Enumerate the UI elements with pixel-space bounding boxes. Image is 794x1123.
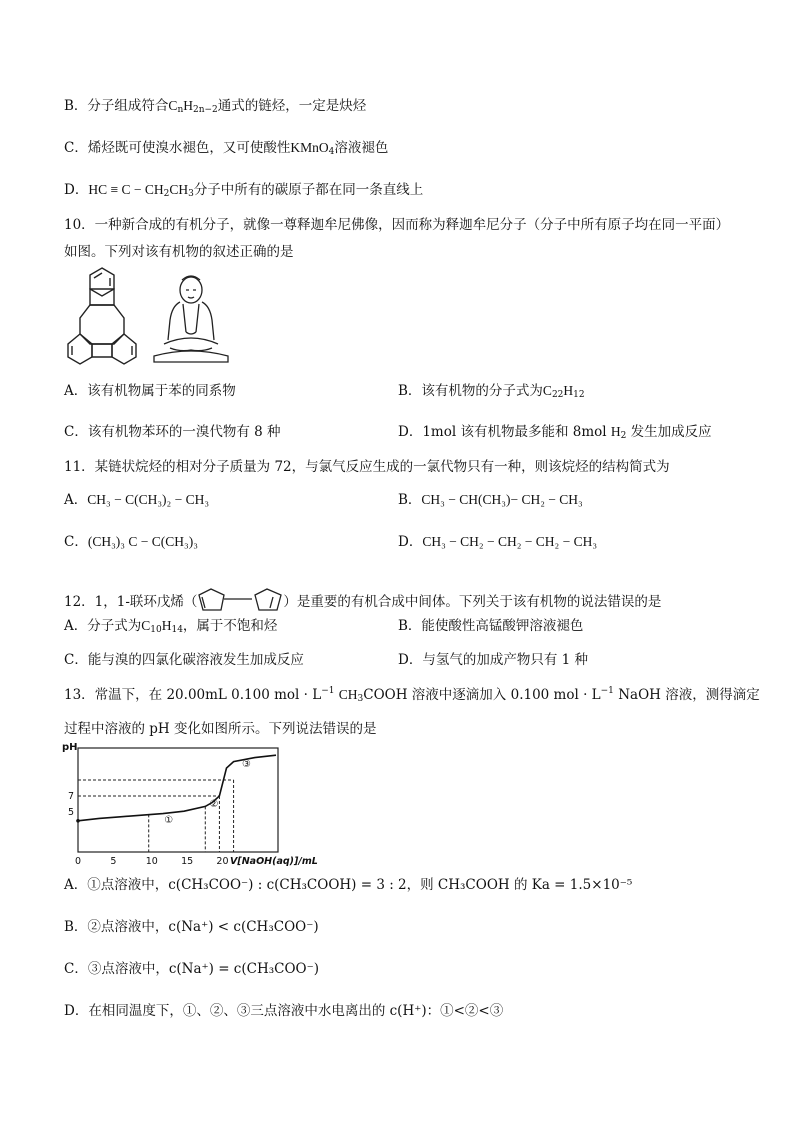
q10-d-h-sub: 2 — [620, 431, 627, 441]
q13-option-d: D．在相同温度下，①、②、③三点溶液中水电离出的 c(H⁺)：①<②<③ — [64, 1003, 504, 1019]
y-tick-label: 7 — [68, 791, 75, 802]
q9-option-d — [64, 182, 423, 200]
q13-stem-sup2: −1 — [600, 686, 614, 696]
q13-stem-line2: 过程中溶液的 pH 变化如图所示。下列说法错误的是 — [64, 721, 377, 737]
q12-a-c: C — [141, 618, 151, 633]
q10-stem-line2: 如图。下列对该有机物的叙述正确的是 — [64, 244, 294, 260]
q11-option-a — [64, 492, 209, 509]
q13-stem-sub3: 3 — [357, 694, 364, 704]
q10-b-h-sub: 12 — [573, 390, 585, 400]
q10-d-suffix: 发生加成反应 — [630, 424, 712, 440]
point-marker-2: ② — [209, 799, 219, 811]
q12-option-c: C．能与溴的四氯化碳溶液发生加成反应 — [64, 652, 304, 668]
x-tick-label: 0 — [75, 856, 82, 866]
shakyamuni-molecule-figure — [62, 264, 142, 368]
q12-a-h: H — [161, 618, 172, 633]
q13-option-c: C．③点溶液中，c(Na⁺) = c(CH₃COO⁻) — [64, 961, 320, 977]
q9-d-sub3: 3 — [188, 189, 194, 199]
q13-stem-line1 — [64, 686, 760, 705]
q9-b-sub-2n2: 2n−2 — [192, 105, 218, 115]
q10-b-c: C — [542, 383, 552, 398]
q13-stem-c: COOH 溶液中逐滴加入 0.100 mol · L — [363, 687, 601, 703]
q11-stem: 11．某链状烷烃的相对分子质量为 72，与氯气反应生成的一氯代物只有一种，则该烷烃的结构简式为 — [64, 459, 670, 475]
q12-a-suffix: ，属于不饱和烃 — [182, 618, 278, 634]
x-axis-label: V[NaOH(aq)]/mL — [230, 856, 318, 866]
q9-b-formula-h: H — [183, 98, 193, 113]
point-marker-3: ③ — [242, 759, 252, 771]
q9-option-b — [64, 98, 366, 116]
q9-b-sub-n: n — [177, 105, 184, 115]
q9-b-suffix: 通式的链烃，一定是炔烃 — [217, 98, 367, 114]
q10-option-d — [398, 424, 712, 442]
q10-b-c-sub: 22 — [551, 390, 564, 400]
q13-stem-a: 13．常温下，在 20.00mL 0.100 mol · L — [64, 687, 322, 703]
q12-stem — [64, 585, 661, 615]
q11-c-label: C． — [64, 534, 88, 550]
q11-d-label: D． — [398, 534, 423, 550]
x-tick-label: 15 — [181, 856, 194, 866]
q13-stem-b: CH — [338, 687, 358, 702]
q11-b-formula: CH₃ − CH(CH₃)− CH₂ − CH₃ — [421, 492, 583, 507]
x-tick-label: 5 — [110, 856, 117, 866]
q9-c-sub4: 4 — [328, 147, 335, 157]
q13-stem-d: NaOH 溶液，测得滴定 — [618, 687, 760, 703]
q9-d-suffix: 分子中所有的碳原子都在同一条直线上 — [193, 182, 424, 198]
q9-c-kmno: KMnO — [290, 140, 329, 155]
q9-d-formula: HC ≡ C − CH — [88, 182, 164, 197]
q12-a-h-sub: 14 — [171, 625, 183, 635]
q9-b-prefix: B．分子组成符合 — [64, 98, 169, 114]
q10-b-prefix: B．该有机物的分子式为 — [398, 383, 543, 399]
q9-c-suffix: 溶液褪色 — [334, 140, 389, 156]
q12-a-c-sub: 10 — [150, 625, 162, 635]
y-tick-label: 5 — [68, 807, 75, 818]
q9-d-sub2: 2 — [163, 189, 170, 199]
q11-d-formula: CH₃ − CH₂ − CH₂ − CH₂ − CH₃ — [422, 534, 598, 549]
q13-stem-sup1: −1 — [321, 686, 335, 696]
q12-stem-suffix: ）是重要的有机合成中间体。下列关于该有机物的说法错误的是 — [283, 594, 662, 610]
y-axis-label: pH — [62, 742, 78, 753]
q12-stem-prefix: 12．1，1-联环戊烯（ — [64, 594, 198, 610]
q12-option-d: D．与氢气的加成产物只有 1 种 — [398, 652, 588, 668]
q9-d-formula2: CH — [169, 182, 189, 197]
q10-option-a: A．该有机物属于苯的同系物 — [64, 383, 236, 399]
q9-b-formula-c: C — [168, 98, 178, 113]
buddha-statue-figure — [150, 270, 232, 366]
q10-d-prefix: D．1mol 该有机物最多能和 8mol — [398, 424, 607, 440]
q12-option-b: B．能使酸性高锰酸钾溶液褪色 — [398, 618, 584, 634]
q11-option-b — [398, 492, 583, 509]
bicyclopentene-structure — [197, 585, 283, 615]
start-point — [76, 819, 80, 823]
q11-option-d — [398, 534, 597, 551]
q12-option-a — [64, 618, 277, 636]
q9-c-prefix: C．烯烃既可使溴水褪色，又可使酸性 — [64, 140, 291, 156]
q13-option-a: A．①点溶液中，c(CH₃COO⁻) : c(CH₃COOH) = 3 : 2，则 CH₃COOH 的 Ka = 1.5×10⁻⁵ — [64, 877, 633, 893]
q10-stem-line1: 10．一种新合成的有机分子，就像一尊释迦牟尼佛像，因而称为释迦牟尼分子（分子中所有原子均在同一平面） — [64, 217, 730, 233]
q10-b-h: H — [563, 383, 574, 398]
q10-option-c: C．该有机物苯环的一溴代物有 8 种 — [64, 424, 281, 440]
x-tick-label: 10 — [145, 856, 158, 866]
titration-curve-chart — [60, 742, 320, 866]
q11-c-formula: (CH₃)₃ C − C(CH₃)₃ — [87, 534, 198, 549]
q11-a-label: A． — [64, 492, 88, 508]
q11-b-label: B． — [398, 492, 422, 508]
point-marker-1: ① — [164, 815, 174, 827]
q12-a-prefix: A．分子式为 — [64, 618, 142, 634]
q11-a-formula: CH₃ − C(CH₃)₂ − CH₃ — [87, 492, 210, 507]
x-tick-label: 20 — [216, 856, 229, 866]
q9-d-prefix: D． — [64, 182, 89, 198]
q10-d-h: H — [610, 424, 621, 439]
q13-option-b: B．②点溶液中，c(Na⁺) < c(CH₃COO⁻) — [64, 919, 319, 935]
q9-option-c — [64, 140, 388, 158]
q11-option-c — [64, 534, 198, 551]
q10-option-b — [398, 383, 585, 401]
